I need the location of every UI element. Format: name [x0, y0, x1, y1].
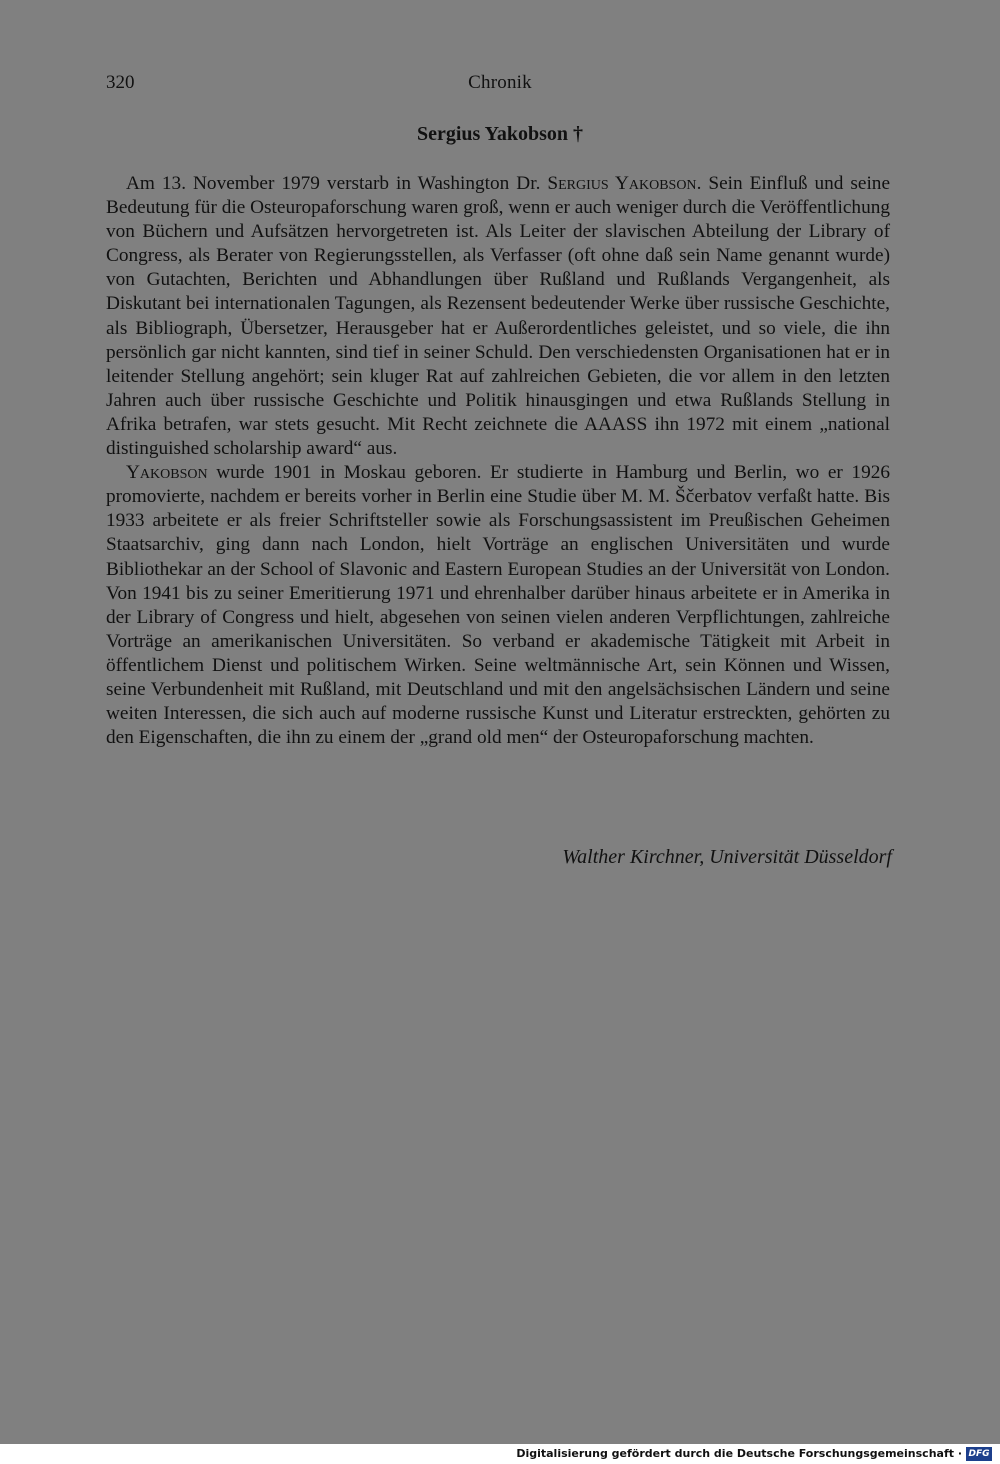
author-signature: Walther Kirchner, Universität Düsseldorf — [562, 846, 892, 868]
paragraph-1-text: . Sein Einfluß und seine Bedeutung für die Osteuropaforschung waren groß, wenn er auch weniger durch die Veröffentlichung von Büchern und Aufsätzen hervorgetreten ist. Als Leiter der slavischen Abteilung der Library of Congress, als Berater von Regierungsstellen, als Verfasser (oft ohne daß sein Name genannt wurde) von Gutachten, Berichten und Abhandlungen über Rußland und Rußlands Vergangenheit, als Diskutant bei internationalen Tagungen, als Rezensent bedeutender Werke über russische Geschichte, als Bibliograph, Übersetzer, Herausgeber hat er Außerordentliches geleistet, und so viele, die ihn persönlich gar nicht kannten, sind tief in seiner Schuld. Den verschiedensten Organisationen hat er in leitender Stellung angehört; sein kluger Rat auf zahlreichen Gebieten, die vor allem in den letzten Jahren auch über russische Geschichte und Politik hinausgingen und etwa Rußlands Stellung in Afrika betrafen, war stets gesucht. Mit Recht zeichnete die AAASS ihn 1972 mit einem „national distinguished scholarship award“ aus. — [106, 173, 890, 460]
dfg-logo-icon: DFG — [966, 1447, 992, 1461]
running-head: Chronik — [468, 72, 532, 93]
person-name: Yakobson — [126, 462, 208, 484]
person-name: Sergius Yakobson — [547, 173, 697, 194]
paragraph-2 — [106, 461, 890, 750]
article-title: Sergius Yakobson † — [417, 123, 583, 145]
paragraph-2-text: wurde 1901 in Moskau geboren. Er studierte in Hamburg und Berlin, wo er 1926 promovierte, nachdem er bereits vorher in Berlin eine Studie über M. M. Ščerbatov verfaßt hatte. Bis 1933 arbeitete er als freier Schriftsteller sowie als Forschungsassistent im Preußischen Geheimen Staatsarchiv, ging dann nach London, hielt Vorträge an englischen Universitäten und wurde Bibliothekar an der School of Slavonic and Eastern European Studies an der Universität von London. Von 1941 bis zu seiner Emeritierung 1971 und ehrenhalber darüber hinaus arbeitete er in Amerika in der Library of Congress und hielt, abgesehen von seinen vielen anderen Verpflichtungen, zahlreiche Vorträge an amerikanischen Universitäten. So verband er akademische Tätigkeit mit Arbeit in öffentlichem Dienst und politischem Wirken. Seine weltmännische Art, sein Können und Wissen, seine Verbundenheit mit Rußland, mit Deutschland und mit den angelsächsischen Ländern und seine weiten Interessen, die sich auch auf moderne russische Kunst und Literatur erstreckten, gehörten zu den Eigenschaften, die ihn zu einem der „grand old men“ der Osteuropaforschung machten. — [106, 462, 890, 749]
paragraph-1 — [106, 172, 890, 461]
article-body — [106, 172, 890, 750]
funding-note: Digitalisierung gefördert durch die Deutsche Forschungsgemeinschaft · — [516, 1447, 962, 1460]
page-number: 320 — [106, 72, 135, 93]
paragraph-1-intro: Am 13. November 1979 verstarb in Washington Dr. — [126, 173, 548, 194]
footer-bar — [0, 1444, 1000, 1464]
